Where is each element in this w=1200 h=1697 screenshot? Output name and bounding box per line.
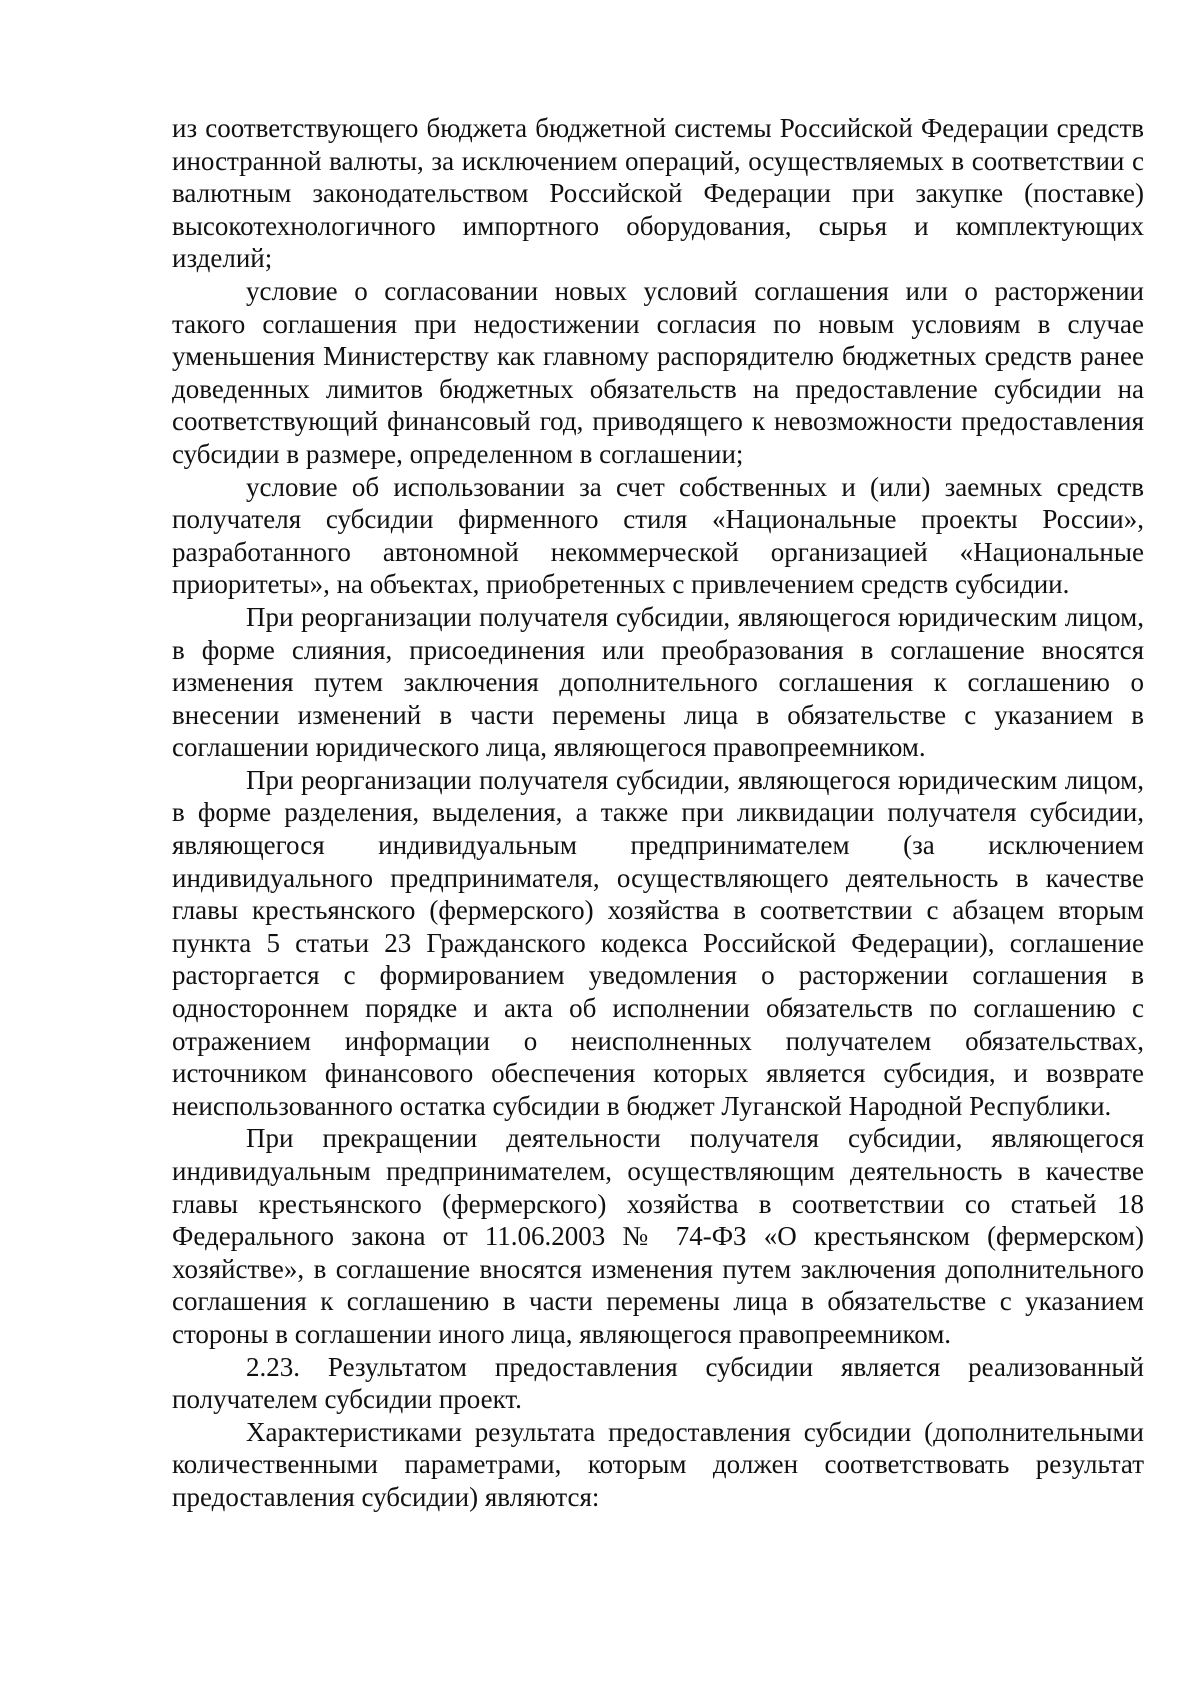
paragraph-agreement-conditions: условие о согласовании новых условий соглашения или о расторжении такого соглашения при недостижении согласия по новым условиям в случае уменьшения Министерству как главному распорядителю бюджетных средств ранее доведенных лимитов бюджетных обязательств на предоставление субсидии на соответствующий финансовый год, приводящего к невозможности предоставления субсидии в размере, определенном в соглашении;	[172, 275, 1144, 469]
paragraph-foreign-currency: из соответствующего бюджета бюджетной системы Российской Федерации средств иностранной валюты, за исключением операций, осуществляемых в соответствии с валютным законодательством Российской Федерации при закупке (поставке) высокотехнологичного импортного оборудования, сырья и комплектующих изделий;	[172, 113, 1144, 274]
paragraph-termination-activity: При прекращении деятельности получателя субсидии, являющегося индивидуальным предпринимателем, осуществляющим деятельность в качестве главы крестьянского (фермерского) хозяйства в соответствии со статьей 18 Федерального закона от 11.06.2003 № 74-ФЗ «О крестьянском (фермерском) хозяйстве», в соглашение вносятся изменения путем заключения дополнительного соглашения к соглашению в части перемены лица в обязательстве с указанием стороны в соглашении иного лица, являющегося правопреемником.	[172, 1123, 1144, 1349]
paragraph-result-characteristics: Характеристиками результата предоставления субсидии (дополнительными количественными параметрами, которым должен соответствовать результат предоставления субсидии) являются:	[172, 1416, 1144, 1512]
paragraph-reorganization-division: При реорганизации получателя субсидии, являющегося юридическим лицом, в форме разделения, выделения, а также при ликвидации получателя субсидии, являющегося индивидуальным предпринимателем (за исключением индивидуального предпринимателя, осуществляющего деятельность в качестве главы крестьянского (фермерского) хозяйства в соответствии с абзацем вторым пункта 5 статьи 23 Гражданского кодекса Российской Федерации), соглашение расторгается с формированием уведомления о расторжении соглашения в одностороннем порядке и акта об исполнении обязательств по соглашению с отражением информации о неисполненных получателем обязательствах, источником финансового обеспечения которых является субсидия, и возврате неиспользованного остатка субсидии в бюджет Луганской Народной Республики.	[172, 764, 1144, 1121]
paragraph-result-2-23: 2.23. Результатом предоставления субсидии является реализованный получателем субсидии проект.	[172, 1351, 1144, 1415]
document-page	[172, 112, 1144, 1514]
paragraph-corporate-style: условие об использовании за счет собственных и (или) заемных средств получателя субсидии фирменного стиля «Национальные проекты России», разработанного автономной некоммерческой организацией «Национальные приоритеты», на объектах, приобретенных с привлечением средств субсидии.	[172, 471, 1144, 600]
paragraph-reorganization-merger: При реорганизации получателя субсидии, являющегося юридическим лицом, в форме слияния, присоединения или преобразования в соглашение вносятся изменения путем заключения дополнительного соглашения к соглашению о внесении изменений в части перемены лица в обязательстве с указанием в соглашении юридического лица, являющегося правопреемником.	[172, 601, 1144, 763]
